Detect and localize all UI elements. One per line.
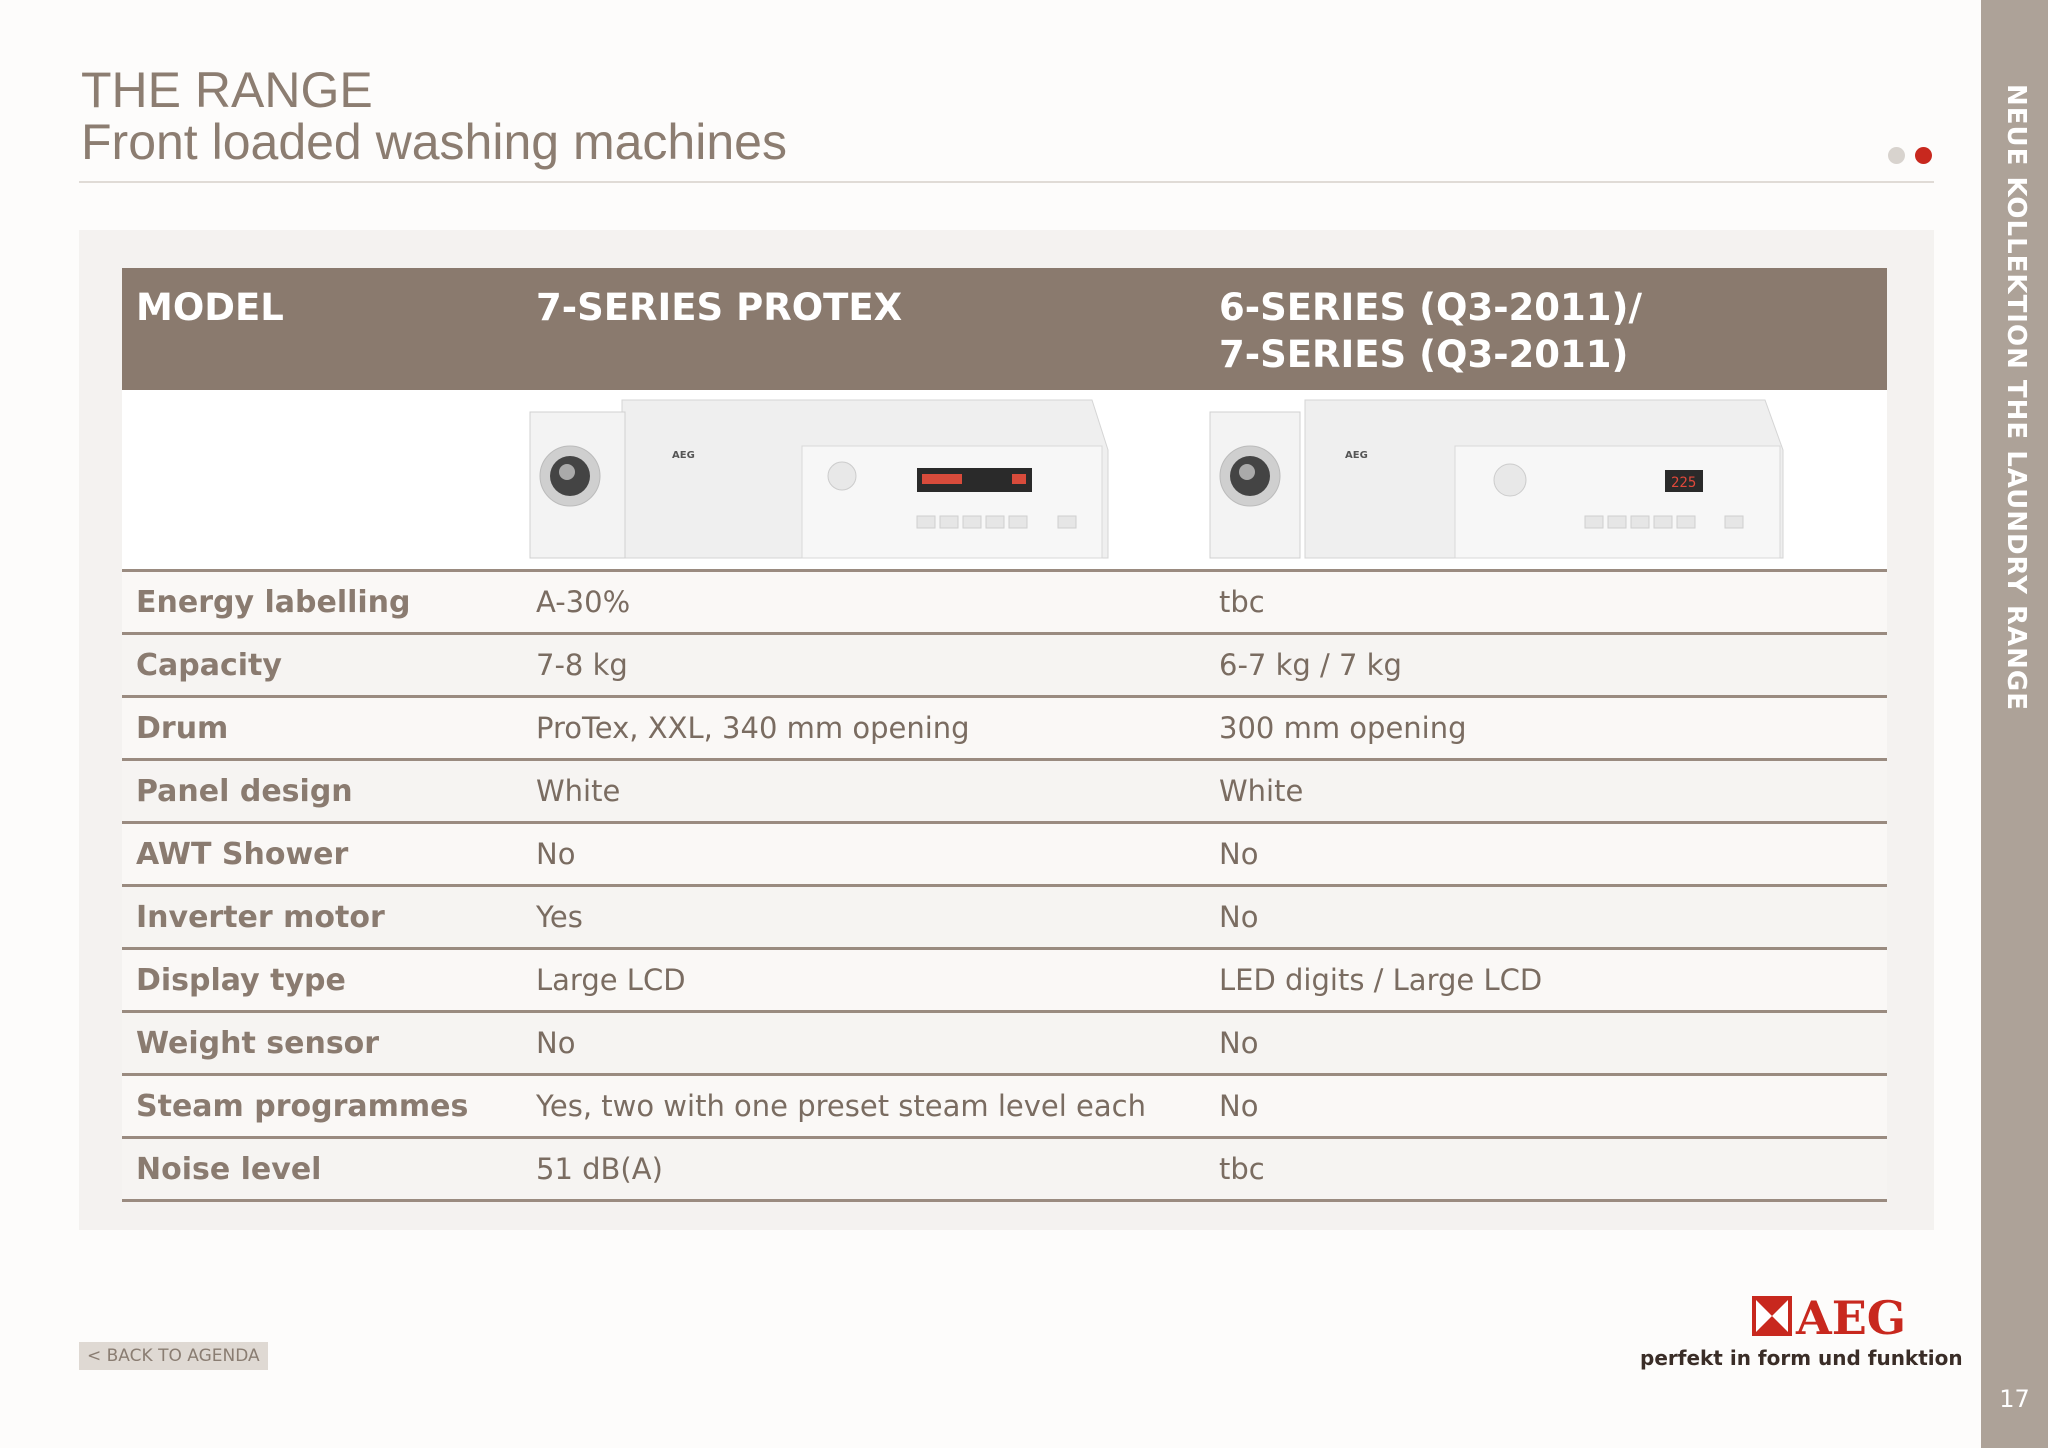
table-row xyxy=(122,760,1887,823)
svg-text:AEG: AEG xyxy=(1345,450,1368,461)
column-header-6-7-series: 6-SERIES (Q3-2011)/ 7-SERIES (Q3-2011) xyxy=(1205,268,1887,390)
cell-6-7-series: LED digits / Large LCD xyxy=(1205,949,1887,1012)
row-label: Weight sensor xyxy=(122,1012,522,1075)
column-header-7-series-protex: 7-SERIES PROTEX xyxy=(522,268,1205,390)
row-label: AWT Shower xyxy=(122,823,522,886)
row-label: Energy labelling xyxy=(122,571,522,634)
cell-6-7-series: No xyxy=(1205,1075,1887,1138)
washing-machine-panel-icon xyxy=(1205,390,1805,562)
cell-7-series-protex: 51 dB(A) xyxy=(522,1138,1205,1201)
cell-7-series-protex: No xyxy=(522,1012,1205,1075)
column-header-model: MODEL xyxy=(122,268,522,390)
cell-6-7-series: 6-7 kg / 7 kg xyxy=(1205,634,1887,697)
table-row xyxy=(122,1075,1887,1138)
image-cell-empty xyxy=(122,390,522,571)
pagination-dot-active[interactable] xyxy=(1915,147,1932,164)
svg-text:225: 225 xyxy=(1671,475,1697,491)
row-label: Inverter motor xyxy=(122,886,522,949)
back-to-agenda-button[interactable]: < BACK TO AGENDA xyxy=(79,1342,268,1370)
cell-6-7-series: No xyxy=(1205,1012,1887,1075)
table-row xyxy=(122,886,1887,949)
cell-7-series-protex: Large LCD xyxy=(522,949,1205,1012)
pagination-dots xyxy=(1888,147,1932,164)
cell-7-series-protex: A-30% xyxy=(522,571,1205,634)
cell-6-7-series: No xyxy=(1205,823,1887,886)
table-row xyxy=(122,697,1887,760)
row-label: Display type xyxy=(122,949,522,1012)
cell-7-series-protex: ProTex, XXL, 340 mm opening xyxy=(522,697,1205,760)
row-label: Panel design xyxy=(122,760,522,823)
svg-text:AEG: AEG xyxy=(1796,1292,1907,1342)
table-row xyxy=(122,1012,1887,1075)
cell-6-7-series: tbc xyxy=(1205,1138,1887,1201)
page-title xyxy=(81,64,787,168)
cell-7-series-protex: Yes, two with one preset steam level each xyxy=(522,1075,1205,1138)
pagination-dot-inactive[interactable] xyxy=(1888,147,1905,164)
svg-text:AEG: AEG xyxy=(672,450,695,461)
table-row xyxy=(122,949,1887,1012)
title-line-1: THE RANGE xyxy=(81,62,373,118)
table-row xyxy=(122,571,1887,634)
cell-7-series-protex: White xyxy=(522,760,1205,823)
row-label: Capacity xyxy=(122,634,522,697)
cell-7-series-protex: No xyxy=(522,823,1205,886)
product-image-row xyxy=(122,390,1887,571)
row-label: Steam programmes xyxy=(122,1075,522,1138)
product-image-protex xyxy=(522,390,1205,571)
table-header-row xyxy=(122,268,1887,390)
row-label: Noise level xyxy=(122,1138,522,1201)
row-label: Drum xyxy=(122,697,522,760)
table-row xyxy=(122,1138,1887,1201)
brand-tagline: perfekt in form und funktion xyxy=(1640,1346,1963,1370)
table-row xyxy=(122,634,1887,697)
cell-7-series-protex: 7-8 kg xyxy=(522,634,1205,697)
cell-7-series-protex: Yes xyxy=(522,886,1205,949)
sidebar-section-label: NEUE KOLLEKTION THE LAUNDRY RANGE xyxy=(2001,84,2031,712)
page-number: 17 xyxy=(1999,1385,2030,1413)
washing-machine-panel-icon xyxy=(522,390,1122,562)
cell-6-7-series: 300 mm opening xyxy=(1205,697,1887,760)
cell-6-7-series: tbc xyxy=(1205,571,1887,634)
comparison-table xyxy=(122,268,1887,1202)
aeg-logo-icon xyxy=(1636,1292,1936,1342)
title-line-2: Front loaded washing machines xyxy=(81,114,787,170)
cell-6-7-series: No xyxy=(1205,886,1887,949)
table-row xyxy=(122,823,1887,886)
product-image-6-7-series xyxy=(1205,390,1887,571)
cell-6-7-series: White xyxy=(1205,760,1887,823)
header-divider xyxy=(79,181,1934,183)
